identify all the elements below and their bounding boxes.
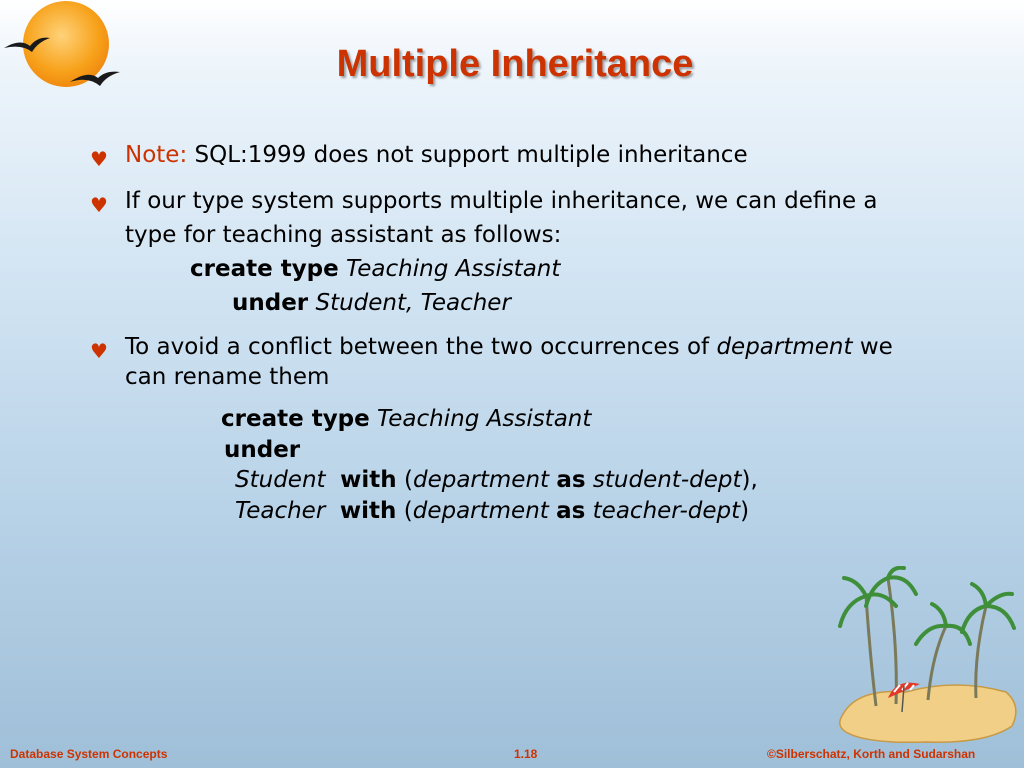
code-punct: ), xyxy=(741,467,758,493)
footer-slide-number: 1.18 xyxy=(514,747,538,761)
note-text: SQL:1999 does not support multiple inheritance xyxy=(187,142,748,168)
bullet-text-line: type for teaching assistant as follows: xyxy=(125,222,562,248)
code-identifier: teacher-dept xyxy=(592,498,741,524)
footer-copyright: ©Silberschatz, Korth and Sudarshan xyxy=(767,747,976,761)
palm-island-icon xyxy=(836,566,1022,746)
code-identifier: Teacher xyxy=(235,498,326,524)
code-punct: ( xyxy=(396,467,413,493)
bullet-text-line xyxy=(125,334,893,360)
note-label: Note: xyxy=(125,142,188,168)
code-keyword: create type xyxy=(221,406,370,432)
code-identifier: department xyxy=(412,498,549,524)
code-line xyxy=(235,498,749,524)
bullet-text: we xyxy=(852,334,893,360)
code-identifier: Student, Teacher xyxy=(308,290,511,316)
code-identifier: student-dept xyxy=(592,467,742,493)
code-identifier: Student xyxy=(235,467,326,493)
footer-course: Database System Concepts xyxy=(10,747,168,761)
code-punct: ( xyxy=(396,498,413,524)
bullet-emphasis: department xyxy=(716,334,853,360)
bullet-text: To avoid a conflict between the two occurrences of xyxy=(125,334,717,360)
code-punct: ) xyxy=(740,498,750,524)
heart-bullet-icon: ♥ xyxy=(90,193,108,217)
code-keyword: with xyxy=(340,467,397,493)
code-keyword: as xyxy=(556,467,586,493)
bullet-text-line: If our type system supports multiple inheritance, we can define a xyxy=(125,188,878,214)
code-keyword: under xyxy=(224,437,301,463)
code-identifier: Teaching Assistant xyxy=(338,256,561,282)
code-keyword: with xyxy=(339,498,397,524)
slide-title: Multiple Inheritance xyxy=(336,43,694,86)
code-keyword: create type xyxy=(190,256,339,282)
bullet-text-line: can rename them xyxy=(125,364,330,390)
bullet-note xyxy=(125,142,748,168)
code-line xyxy=(232,290,511,316)
code-keyword: as xyxy=(556,498,586,524)
code-line xyxy=(190,256,560,282)
heart-bullet-icon: ♥ xyxy=(90,339,108,363)
code-line xyxy=(221,406,591,432)
code-identifier: department xyxy=(412,467,550,493)
code-keyword: under xyxy=(232,290,309,316)
heart-bullet-icon: ♥ xyxy=(90,147,108,171)
code-line xyxy=(235,467,758,493)
code-identifier: Teaching Assistant xyxy=(369,406,592,432)
code-line xyxy=(224,437,300,463)
